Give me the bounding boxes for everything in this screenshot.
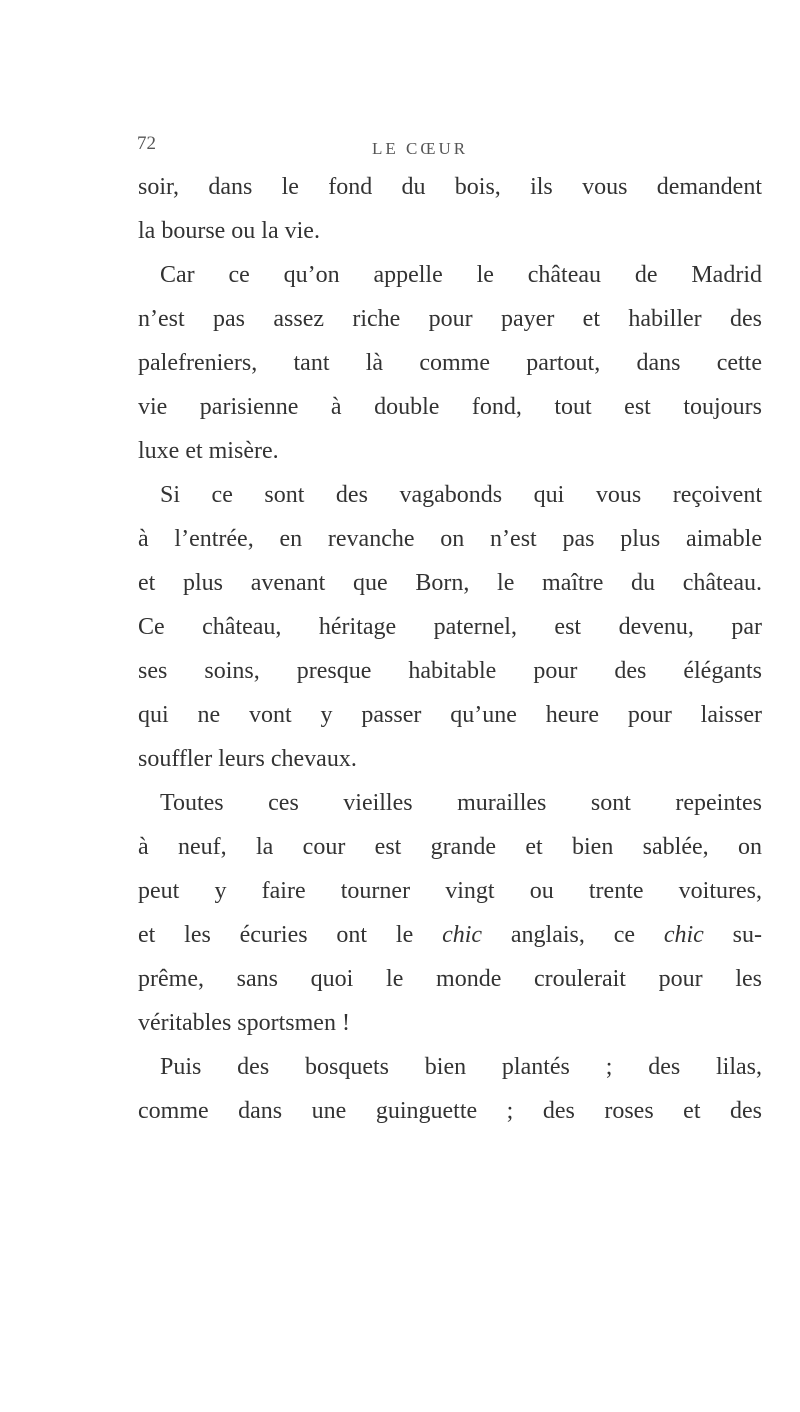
text-line: comme dans une guinguette ; des roses et des — [138, 1098, 762, 1124]
text-line: Ce château, héritage paternel, est devenu, par — [138, 614, 762, 640]
text-line: à neuf, la cour est grande et bien sablée, on — [138, 834, 762, 860]
text-line: Puis des bosquets bien plantés ; des lilas, — [160, 1054, 762, 1080]
line-segment: su- — [703, 922, 762, 948]
text-line: à l’entrée, en revanche on n’est pas plus aimable — [138, 526, 762, 552]
text-line: souffler leurs chevaux. — [138, 746, 357, 772]
text-line: ses soins, presque habitable pour des élégants — [138, 658, 762, 684]
text-line: Toutes ces vieilles murailles sont repeintes — [160, 790, 762, 816]
text-line: Car ce qu’on appelle le château de Madrid — [160, 262, 762, 288]
text-line: Si ce sont des vagabonds qui vous reçoivent — [160, 482, 762, 508]
italic-word: chic — [663, 922, 704, 948]
text-line: qui ne vont y passer qu’une heure pour laisser — [138, 702, 762, 728]
text-line — [138, 913, 762, 957]
line-segment: et les écuries ont le — [138, 922, 443, 948]
text-line: soir, dans le fond du bois, ils vous demandent — [138, 174, 762, 200]
italic-word: chic — [442, 922, 483, 948]
text-line: et plus avenant que Born, le maître du château. — [138, 570, 762, 596]
running-head: LE CŒUR — [372, 139, 469, 158]
line-segment: anglais, ce — [482, 922, 664, 948]
text-line: vie parisienne à double fond, tout est toujours — [138, 394, 762, 420]
text-line: luxe et misère. — [138, 438, 279, 464]
page-number: 72 — [137, 133, 156, 154]
text-line: prême, sans quoi le monde croulerait pour les — [138, 966, 762, 992]
text-line: palefreniers, tant là comme partout, dans cette — [138, 350, 762, 376]
text-line: la bourse ou la vie. — [138, 218, 320, 244]
text-line: n’est pas assez riche pour payer et habiller des — [138, 306, 762, 332]
text-line: véritables sportsmen ! — [138, 1010, 350, 1036]
text-line: peut y faire tourner vingt ou trente voitures, — [138, 878, 762, 904]
